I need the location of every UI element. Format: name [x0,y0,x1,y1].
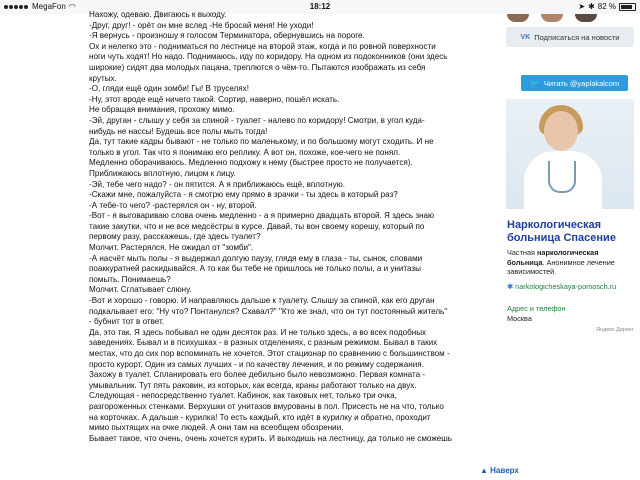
stethoscope-icon [548,161,576,193]
doctor-face [544,111,578,151]
text-line: Да, это так. Я здесь побывал не один десяток раз. И не только здесь, а во всех подобных [89,327,427,337]
text-line: на корточках. А дальше - курилка! То есть каждый, кто идёт в курилку и обратно, проходит [89,412,431,422]
text-line: Захожу в туалет. Спланировать его более дебильно было невозможно. Первая комната - [89,370,426,380]
user-avatars [507,14,597,22]
ad-link[interactable]: ✱ narkologicheskaya-pomosch.ru [507,282,617,291]
battery-icon [619,3,636,11]
text-line: -Друг, друг! - орёт он мне вслед -Не бросай меня! Не уходи! [89,20,314,30]
text-line: разгороженных стенками. Верхушки от унитазов вмурованы в пол. Присесть не на что, только [89,401,444,411]
text-line: ноги чуть ходят! Но надо. Поднимаюсь, иду по коридору. На одном из подоконников (они здесь [89,52,448,62]
text-line: -Я вернусь - произношу я голосом Терминатора, обернувшись на пороге. [89,31,365,41]
text-line: -Эй, друган - слышу у себя за спиной - туалет - налево по коридору! Смотри, в угол куда- [89,115,425,125]
avatar[interactable] [541,14,563,22]
ad-source-label: Яндекс.Директ [596,327,634,333]
text-line: только в угол. Так что я понимаю его реплику. А вот он, похоже, кое-чего не понял. [89,147,401,157]
back-to-top-link[interactable]: ▲ Наверх [480,466,519,475]
vk-subscribe-button[interactable] [506,27,634,47]
ad-image[interactable] [506,99,634,209]
text-line: мимо пыхтящих на очке людей. А они там на всеобщем обозрении. [89,423,344,433]
twitter-follow-button[interactable] [521,75,628,91]
text-line: Нахожу, одеваю. Двигаюсь к выходу. [89,10,227,19]
battery-percent: 82 % [597,2,616,11]
avatar[interactable] [575,14,597,22]
text-line: -Вот - я выговариваю слова очень медленно - а я примерно двадцать второй. Я здесь знаю [89,211,435,221]
text-line: -Эй, тебе чего надо? - он пятится. А я приближаюсь ещё, вплотную. [89,179,345,189]
text-line: -Вот и хорошо - говорю. И направляюсь дальше к туалету. Слышу за спиной, как его друган [89,296,435,306]
location-icon: ➤ [578,2,586,11]
text-line: помыть. Понимаешь? [89,274,171,284]
text-line: Не обращая внимания, прохожу мимо. [89,105,235,115]
ad-description: Частная наркологическая больница. Анонимное лечение зависимостей. [507,248,615,276]
text-line: заведениях. Бывал и в психушках - в разных отделениях, с разным режимом. Бывал в таких [89,338,438,348]
text-line: -Ну, этот вроде ещё ничего такой. Сортир, наверно, пошёл искать. [89,94,340,104]
text-line: Да, тут такие кадры бывают - не только по маленькому, и по большому могут сходить. И не [89,137,434,147]
text-line: - бубнит тот в ответ. [89,317,165,327]
avatar[interactable] [507,14,529,22]
text-line: Приближаюсь вплотную, лицом к лицу. [89,168,236,178]
text-line: нибудь не нассы! Будешь все полы мыть тогда! [89,126,268,136]
text-line: -А насчёт мыть полы - я выдержал долгую паузу, глядя ему в глаза - ты, сынок, словами [89,253,423,263]
battery-group [578,2,636,11]
twitter-follow-label: Читать @yaplakalcom [543,78,620,88]
text-line: просто курорт. Один из самых лучших - и по качеству лечения, и по режиму содержания. [89,359,424,369]
text-line: местах, что до сих пор вспоминать не хочется. Этот стационар по сравнению с большинством - [89,349,450,358]
text-line: Молчит. Растерялся. Не ожидал от "зомби". [89,243,254,253]
bluetooth-icon: ✱ [588,2,595,11]
text-line: широкие) сидят два молодых пацана, треплются о чём-то. Пытаются изображать из себя [89,62,426,72]
text-line: Следующая - непосредственно туалет. Кабинок, как таковых нет, только три очка, [89,391,397,401]
asterisk-icon: ✱ [507,282,514,291]
wifi-icon: ◠ [68,2,76,11]
text-line: Бывает такое, что очень, очень хочется курить. И выходишь на лестницу, да только не сможешь [89,433,452,443]
sidebar [497,14,640,480]
ad-city: Москва [507,314,532,323]
ad-title[interactable]: Наркологическая больница Спасение [507,219,616,244]
text-line: подкалывает его: "Ну что? Понтанулся? Схавал?" "Кто же знал, что он тут постоянный житель" [89,306,448,316]
text-line: Медленно оборачиваюсь. Медленно подхожу к нему (быстрее просто не получается). [89,158,413,168]
text-line: поаккуратней раскидывайся. А то как бы тебе не пришлось не только полы, а и унитазы [89,264,421,274]
text-line: умывальник. Тут пять раковин, из которых, как всегда, краны работают только на двух. [89,380,417,390]
text-line: такие закутки, что и не все медсёстры в курсе. Давай, ты вон своему корешу, который по [89,221,425,231]
text-line: крутых. [89,73,117,83]
clock: 18:12 [309,2,331,11]
text-line: -Скажи мне, пожалуйста - я смотрю ему прямо в зрачки - ты здесь в который раз? [89,190,398,200]
text-line: -А тебе-то чего? -растерялся он - ну, второй. [89,200,257,210]
twitter-icon: 🐦 [529,78,540,88]
text-line: Ох и нелегко это - подниматься по лестнице на второй этаж, когда и по ровной поверхности [89,41,436,51]
text-line: первому разу, расскажешь, где здесь туалет? [89,232,261,242]
carrier-name: MegaFon [32,2,66,11]
text-line: -О, гляди ещё один зомби! Гы! В труселях! [89,84,249,94]
arrow-up-icon: ▲ [480,466,488,475]
ad-address-link[interactable]: Адрес и телефон [507,304,566,313]
text-line: Молчит. Сглатывает слюну. [89,285,192,295]
vk-subscribe-label: Подписаться на новости [534,32,620,42]
vk-icon: VK [520,33,531,41]
story-text [89,10,482,444]
